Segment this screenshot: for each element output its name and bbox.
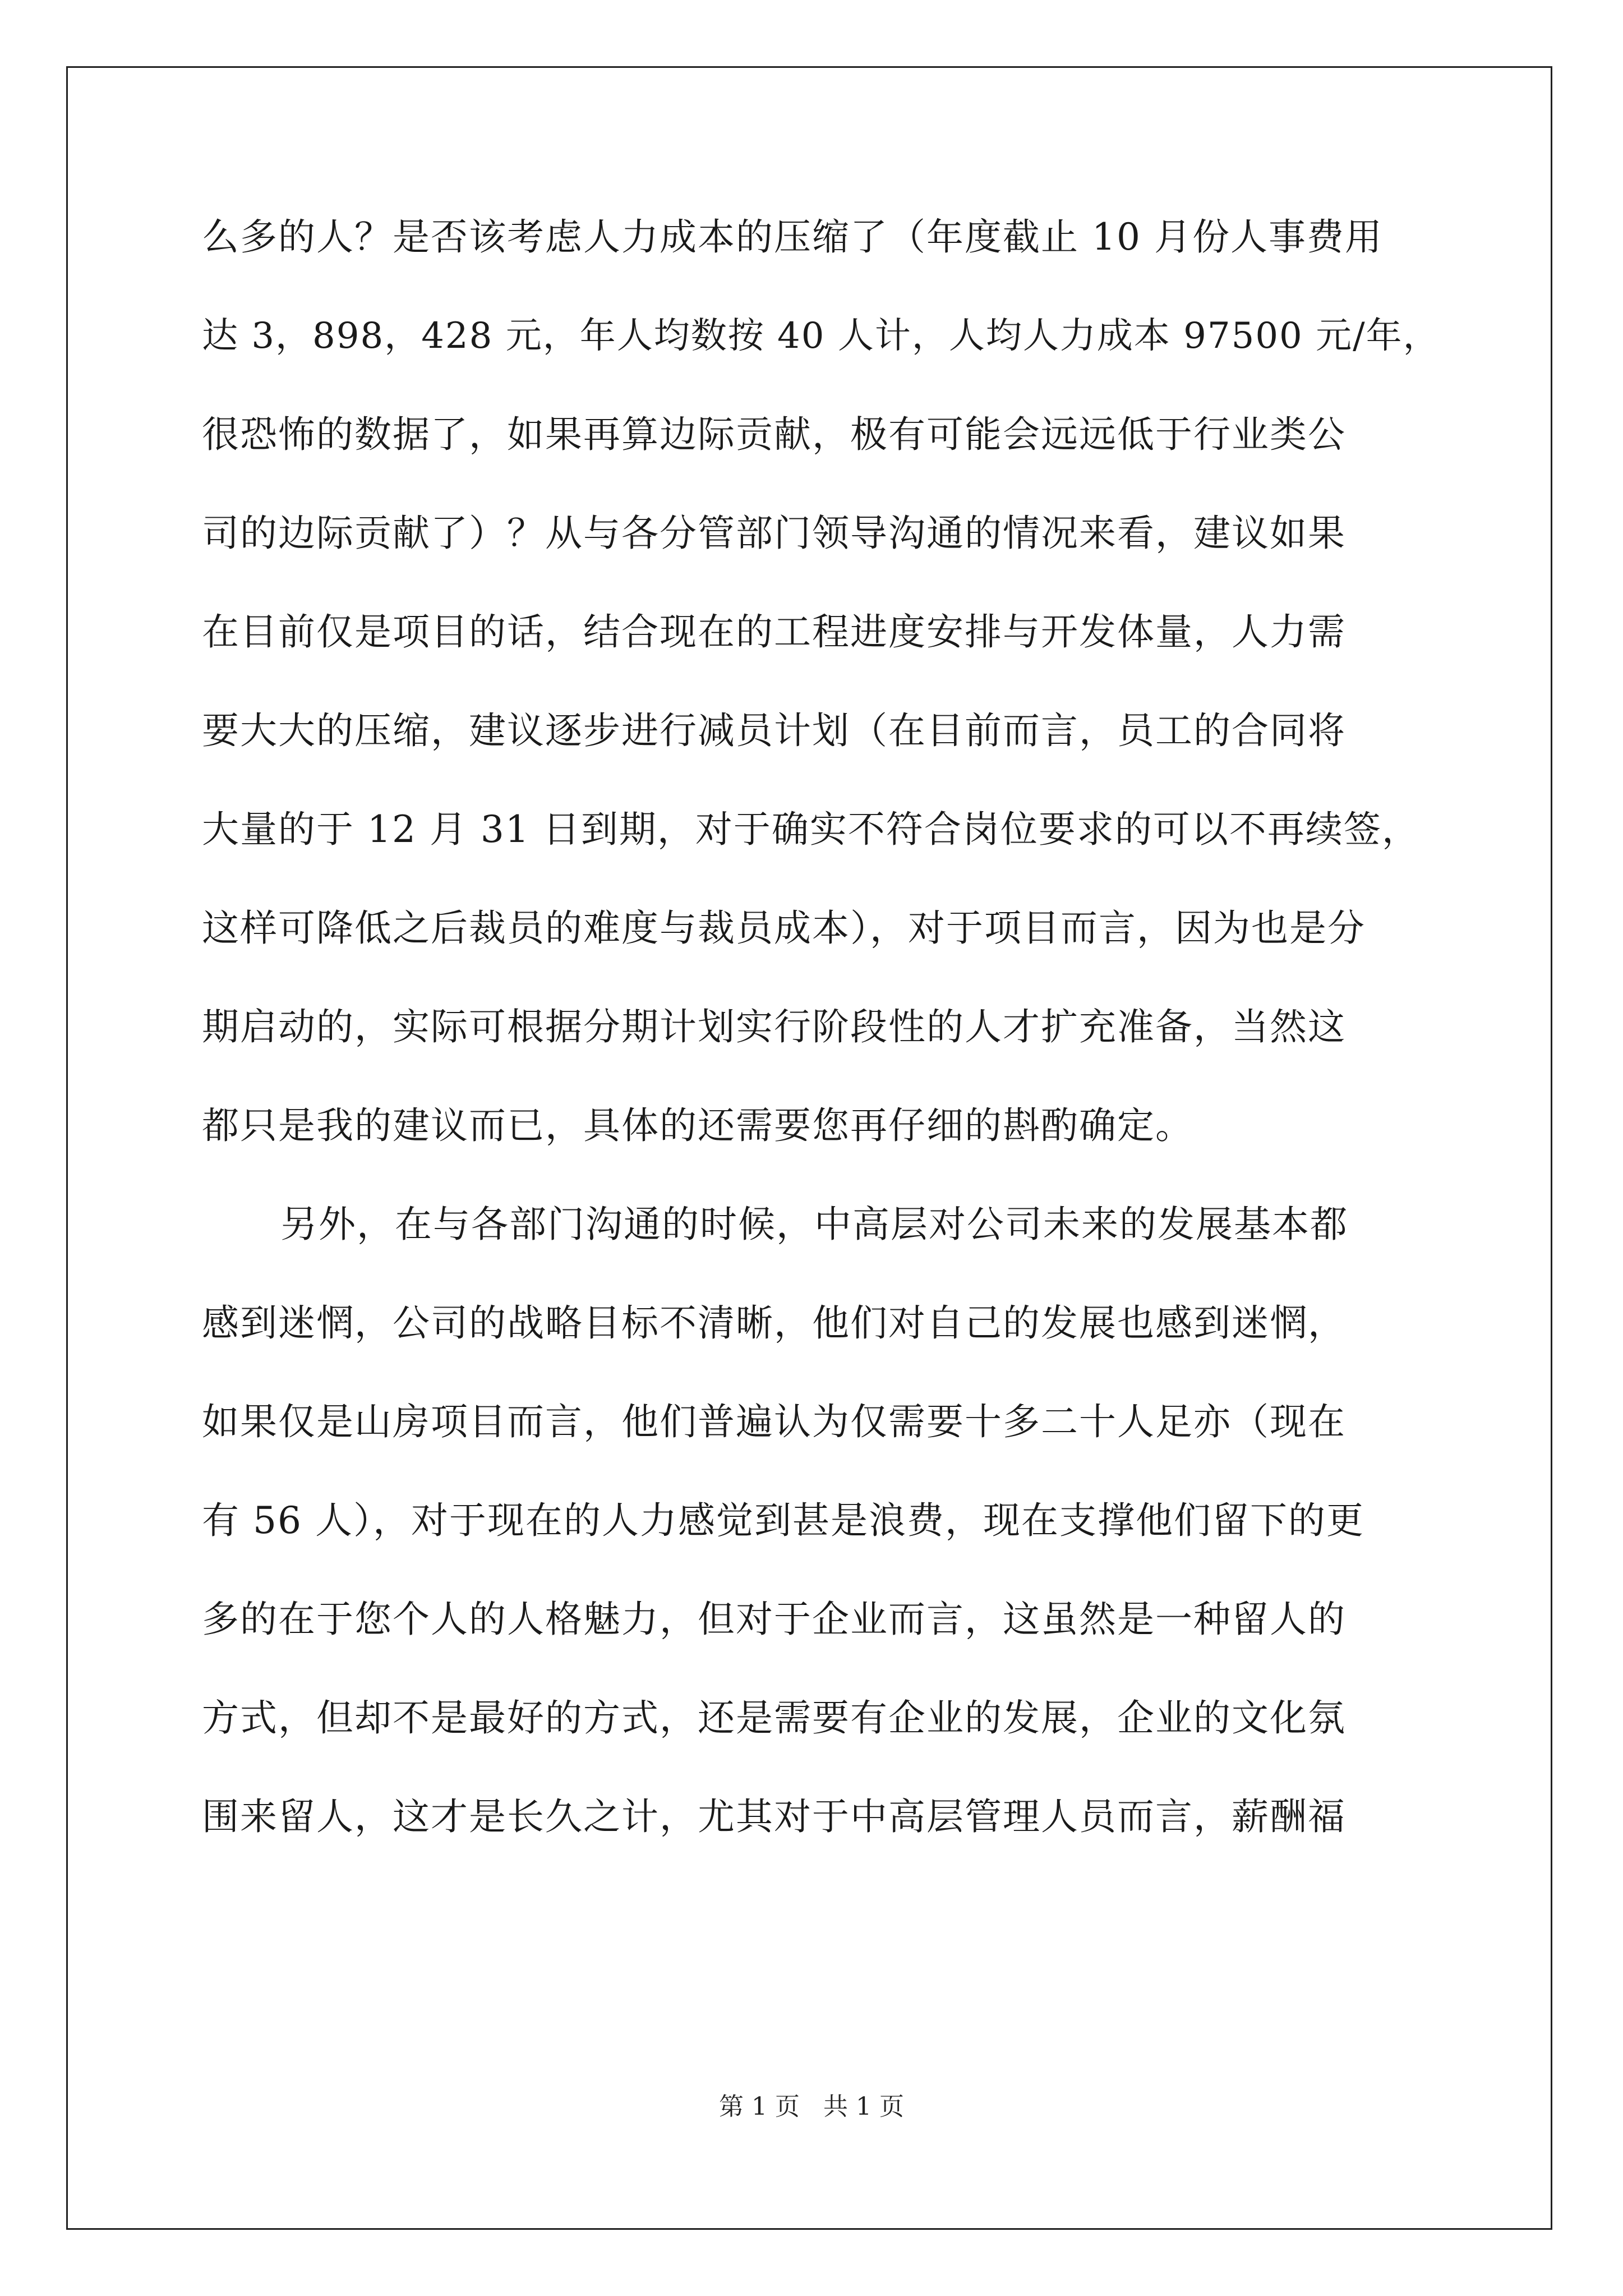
text-line: 达 3，898，428 元，年人均数按 40 人计，人均人力成本 97500 元/年， [202, 315, 1440, 357]
text-line: 如果仅是山房项目而言，他们普遍认为仅需要十多二十人足亦（现在 [202, 1400, 1346, 1443]
text-line: 感到迷惘，公司的战略目标不清晰，他们对自己的发展也感到迷惘， [202, 1301, 1346, 1345]
text-line: 大量的于 12 月 31 日到期，对于确实不符合岗位要求的可以不再续签， [202, 808, 1420, 851]
page-number-footer: 第 1 页 共 1 页 [719, 2092, 904, 2121]
text-line: 司的边际贡献了）？从与各分管部门领导沟通的情况来看，建议如果 [202, 512, 1346, 555]
text-line: 很恐怖的数据了，如果再算边际贡献，极有可能会远远低于行业类公 [202, 413, 1346, 456]
text-line: 多的在于您个人的人格魅力，但对于企业而言，这虽然是一种留人的 [202, 1598, 1346, 1641]
text-line: 围来留人，这才是长久之计，尤其对于中高层管理人员而言，薪酬福 [202, 1795, 1346, 1838]
text-line: 都只是我的建议而已，具体的还需要您再仔细的斟酌确定。 [202, 1104, 1193, 1147]
text-line: 方式，但却不是最好的方式，还是需要有企业的发展，企业的文化氛 [202, 1696, 1346, 1740]
text-line: 有 56 人），对于现在的人力感觉到甚是浪费，现在支撑他们留下的更 [202, 1499, 1364, 1542]
text-line: 这样可降低之后裁员的难度与裁员成本），对于项目而言，因为也是分 [202, 907, 1366, 950]
paragraph-start-line: 另外，在与各部门沟通的时候，中高层对公司未来的发展基本都 [280, 1203, 1348, 1246]
text-line: 要大大的压缩，建议逐步进行减员计划（在目前而言，员工的合同将 [202, 709, 1346, 752]
text-line: 期启动的，实际可根据分期计划实行阶段性的人才扩充准备，当然这 [202, 1005, 1346, 1048]
text-line: 么多的人？是否该考虑人力成本的压缩了（年度截止 10 月份人事费用 [202, 215, 1383, 259]
text-line: 在目前仅是项目的话，结合现在的工程进度安排与开发体量，人力需 [202, 610, 1346, 654]
